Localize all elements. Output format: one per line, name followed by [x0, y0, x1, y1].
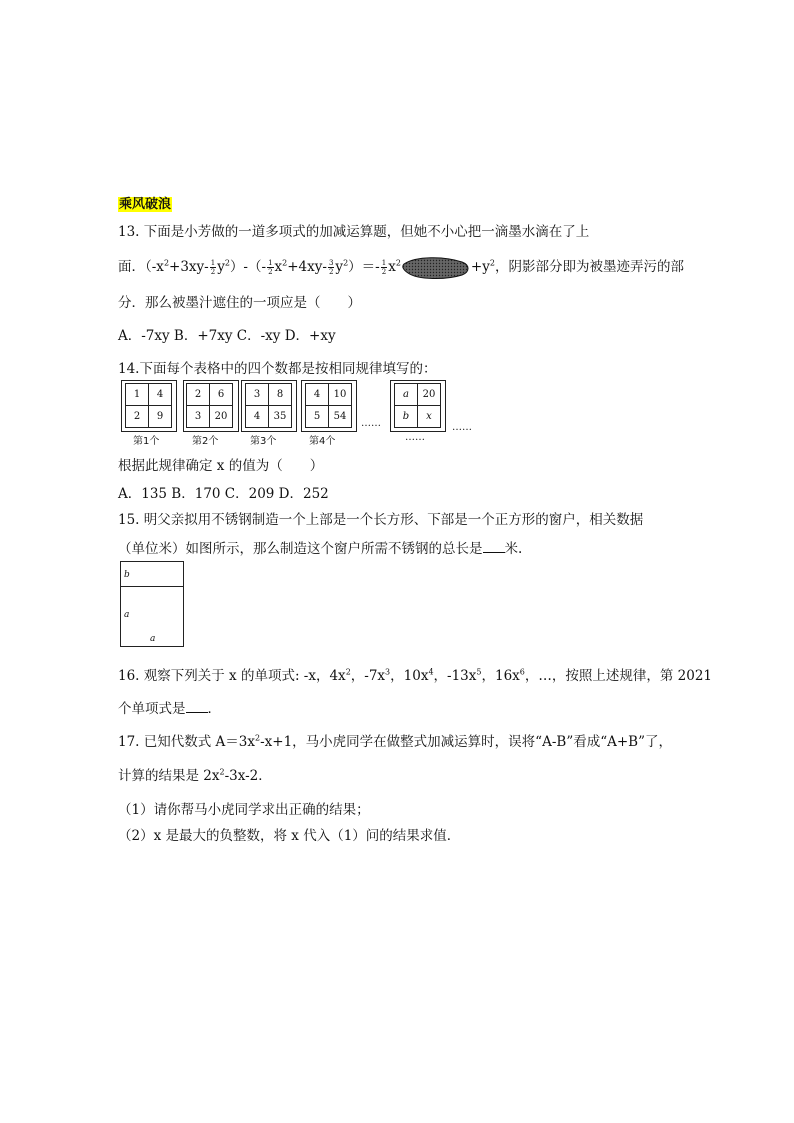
q14-options: A．135 B．170 C．209 D．252 — [118, 486, 329, 502]
q14-question: 根据此规律确定 x 的值为（ ） — [118, 458, 324, 474]
pattern-table-2: 2 6 3 20 — [186, 383, 233, 428]
pattern-table-1: 1 4 2 9 — [125, 383, 172, 428]
q16-line1: 16. 观察下列关于 x 的单项式: -x，$4x^2$，$-7x^3$，$10x^4$，$-13x^5$，$16x^6$，…，按照上述规律，第 2021 — [118, 667, 713, 684]
q14-stem: 14.下面每个表格中的四个数都是按相同规律填写的： — [118, 361, 437, 377]
pattern-table-3: 3 8 4 35 — [245, 383, 292, 428]
q13-line3: 分．那么被墨汁遮住的一项应是（ ） — [118, 295, 361, 311]
q13-options: A．-7xy B．+7xy C．-xy D．+xy — [118, 328, 336, 344]
fraction: $\frac{1}{2}$ — [381, 259, 387, 276]
label-b: b — [124, 570, 130, 580]
window-figure — [120, 561, 184, 647]
table-caption: 第2个 — [192, 436, 219, 447]
q13-line2: 面．（$-x^2+3xy-$ $\frac{1}{2}$ $y^2)-(-$ $\frac{1}{2}$ $x^2+4xy-$ $\frac{3}{2}$ $y^2)=-$ $\frac{1}{2}$ $x^2 +y^2$，阴影部分即为被墨迹弄污的部 — [118, 255, 684, 280]
label-a-bottom: a — [150, 634, 156, 644]
ellipsis: …… — [361, 418, 381, 429]
pattern-table-general: a 20 b x — [394, 383, 441, 428]
q17-sub2: （2）x 是最大的负整数，将 x 代入（1）问的结果求值． — [118, 828, 461, 844]
q17-line1: 17. 已知代数式 $A=3x^2-x+1$，马小虎同学在做整式加减运算时，误将“A-B”看成“A+B”了， — [118, 733, 673, 750]
q15-line2: （单位米）如图所示，那么制造这个窗户所需不锈钢的总长是 米. — [118, 541, 523, 557]
label-a-left: a — [124, 610, 130, 620]
ink-blot-shape — [402, 256, 470, 280]
ellipsis: …… — [452, 422, 472, 433]
fraction: $\frac{1}{2}$ — [268, 259, 273, 276]
answer-blank[interactable] — [186, 700, 208, 713]
answer-blank[interactable] — [483, 540, 505, 553]
ellipsis: …… — [405, 432, 425, 443]
pattern-table-4: 4 10 5 54 — [305, 383, 352, 428]
q13-line1: 13. 下面是小芳做的一道多项式的加减运算题，但她不小心把一滴墨水滴在了上 — [118, 224, 590, 240]
window-divider — [121, 586, 183, 587]
q17-sub1: （1）请你帮马小虎同学求出正确的结果； — [118, 802, 370, 818]
table-caption: 第1个 — [133, 436, 160, 447]
q16-line2: 个单项式是 ． — [118, 701, 221, 717]
q15-line1: 15. 明父亲拟用不锈钢制造一个上部是一个长方形、下部是一个正方形的窗户，相关数据 — [118, 512, 644, 528]
table-caption: 第3个 — [250, 436, 277, 447]
section-title: 乘风破浪 — [119, 197, 172, 212]
q17-line2: 计算的结果是 $2x^2-3x-2$． — [118, 767, 272, 784]
fraction: $\frac{1}{2}$ — [210, 259, 216, 276]
fraction: $\frac{3}{2}$ — [328, 259, 334, 276]
table-caption: 第4个 — [309, 436, 336, 447]
